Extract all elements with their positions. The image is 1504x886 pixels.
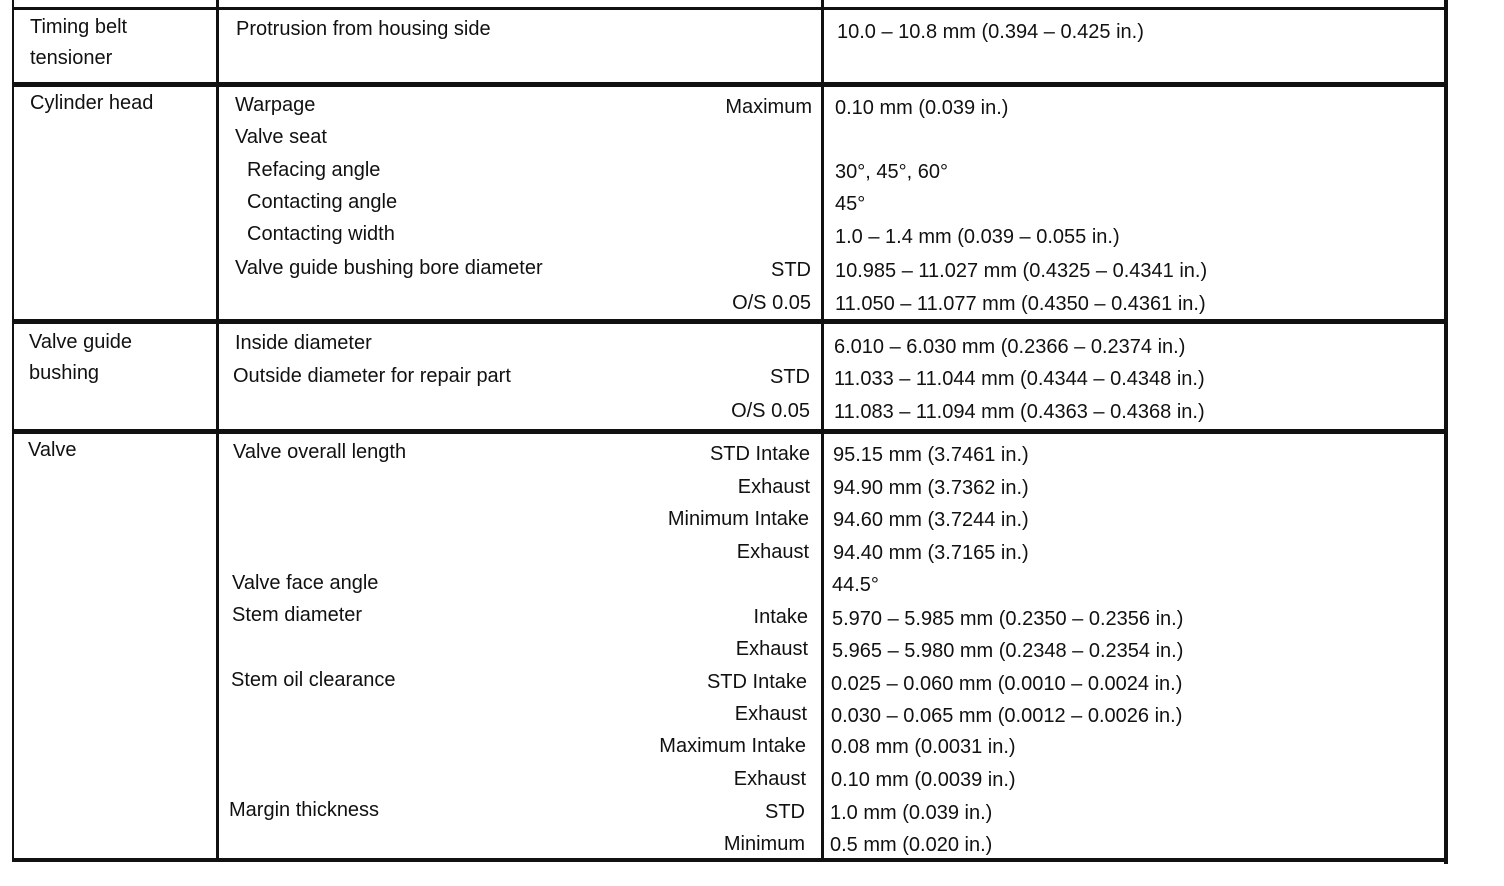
section-name-cylinder-head: Cylinder head	[30, 92, 154, 114]
spec-qualifier: STD	[770, 366, 810, 388]
spec-qualifier: STD	[771, 259, 811, 281]
spec-value: 0.10 mm (0.039 in.)	[835, 97, 1009, 119]
spec-qualifier: STD Intake	[709, 443, 810, 465]
spec-item: Stem diameter	[232, 604, 363, 626]
spec-qualifier: Exhaust	[735, 638, 808, 660]
spec-item: Valve guide bushing bore diameter	[235, 257, 543, 279]
spec-value: 94.60 mm (3.7244 in.)	[833, 509, 1029, 531]
spec-item: Refacing angle	[247, 159, 381, 181]
spec-item: Inside diameter	[235, 332, 372, 354]
spec-qualifier: Exhaust	[737, 476, 810, 498]
spec-value: 1.0 mm (0.039 in.)	[830, 802, 993, 824]
spec-value: 6.010 – 6.030 mm (0.2366 – 0.2374 in.)	[834, 336, 1186, 358]
spec-value: 11.083 – 11.094 mm (0.4363 – 0.4368 in.)	[834, 401, 1205, 423]
spec-qualifier: Minimum Intake	[667, 508, 809, 530]
spec-value: 11.050 – 11.077 mm (0.4350 – 0.4361 in.)	[835, 293, 1206, 315]
spec-value: 95.15 mm (3.7461 in.)	[833, 444, 1029, 466]
spec-qualifier: Maximum	[725, 96, 812, 118]
spec-value: 10.0 – 10.8 mm (0.394 – 0.425 in.)	[837, 21, 1144, 43]
spec-item: Valve face angle	[232, 572, 379, 594]
spec-value: 44.5°	[832, 574, 879, 596]
spec-item: Protrusion from housing side	[236, 18, 491, 40]
spec-qualifier: Intake	[753, 606, 808, 628]
spec-value: 0.10 mm (0.0039 in.)	[831, 769, 1016, 791]
section-name-valve-guide-bushing: Valve guide bushing	[29, 331, 133, 384]
spec-item: Contacting angle	[247, 191, 398, 213]
spec-qualifier: Minimum	[723, 833, 805, 855]
spec-value: 5.965 – 5.980 mm (0.2348 – 0.2354 in.)	[832, 640, 1184, 662]
section-name-valve: Valve	[28, 439, 77, 461]
spec-item: Margin thickness	[229, 799, 380, 821]
section-divider-3	[12, 429, 1448, 434]
spec-qualifier: O/S 0.05	[731, 400, 810, 422]
section-name-timing-belt-tensioner: Timing belt tensioner	[30, 16, 128, 69]
spec-qualifier: STD	[765, 801, 805, 823]
spec-value: 10.985 – 11.027 mm (0.4325 – 0.4341 in.)	[835, 260, 1208, 282]
spec-value: 0.5 mm (0.020 in.)	[830, 834, 993, 856]
spec-item: Valve overall length	[233, 441, 407, 463]
spec-value: 0.08 mm (0.0031 in.)	[831, 736, 1016, 758]
spec-item: Valve seat	[235, 126, 327, 148]
spec-qualifier: Exhaust	[733, 768, 806, 790]
spec-value: 11.033 – 11.044 mm (0.4344 – 0.4348 in.)	[834, 368, 1205, 390]
spec-item: Contacting width	[247, 223, 395, 245]
spec-value: 5.970 – 5.985 mm (0.2350 – 0.2356 in.)	[832, 608, 1184, 630]
spec-value: 30°, 45°, 60°	[835, 161, 948, 183]
spec-item: Stem oil clearance	[231, 669, 396, 691]
spec-value: 94.40 mm (3.7165 in.)	[833, 542, 1029, 564]
spec-qualifier: Exhaust	[734, 703, 807, 725]
spec-item: Warpage	[235, 94, 316, 116]
table-top-border	[12, 7, 1448, 10]
section-divider-1	[12, 82, 1448, 87]
spec-qualifier: STD Intake	[706, 671, 807, 693]
section-divider-2	[12, 319, 1448, 324]
spec-value: 1.0 – 1.4 mm (0.039 – 0.055 in.)	[835, 226, 1120, 248]
spec-value: 94.90 mm (3.7362 in.)	[833, 477, 1029, 499]
spec-qualifier: Exhaust	[736, 541, 809, 563]
spec-item: Outside diameter for repair part	[233, 365, 511, 387]
spec-qualifier: O/S 0.05	[732, 292, 811, 314]
spec-value: 0.030 – 0.065 mm (0.0012 – 0.0026 in.)	[831, 705, 1183, 727]
spec-value: 0.025 – 0.060 mm (0.0010 – 0.0024 in.)	[831, 673, 1183, 695]
spec-qualifier: Maximum Intake	[659, 735, 806, 757]
spec-value: 45°	[835, 193, 866, 215]
